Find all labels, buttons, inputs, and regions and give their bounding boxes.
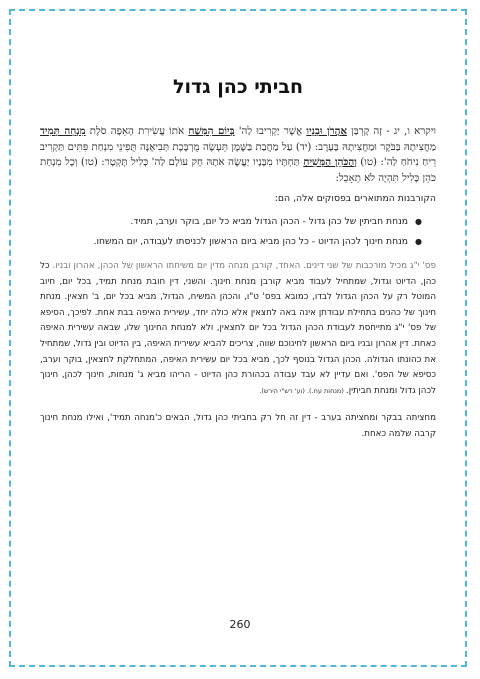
intro-line: הקורבנות המתוארים בפסוקים אלה, הם: <box>274 193 436 204</box>
verse-emphasis: וְהַכֹּהֵן הַמָּשִׁיחַ <box>303 156 357 168</box>
list-item: ● מנחת חביתין של כהן גדול - הכהן הגדול מביא כל יום, בוקר וערב, תמיד. <box>40 214 422 229</box>
verse-segment: אֲשֶׁר יַקְרִיבוּ לַה' <box>234 126 307 137</box>
verse-segment: אֹתוֹ עֲשִׂירִת הָאֵפָה סֹלֶת <box>85 126 189 137</box>
list-item: ● מנחת חינוך לכהן הדיוט - כל כהן מביא ביום הראשון לכניסתו לעבודה, יום המשחו. <box>40 234 422 249</box>
commentary-body: כל כהן, הדיוט וגדול, שמתחיל לעבוד מביא קורבן מנחת חינוך. והשני, דין חובת מנחת תמיד, בכל יום, חיוב המוטל רק על הכהן הגדול לבדו, כמובא בפס' ט"ו, והכהן המשיח, הגדול, מביא בכל יום, ב' חצאין. מנחת חינוך של כהנים בתחילת עבודתן אינה באה לחצאין אלא כולה יחד, עשירית האיפה בבת אחת. לפיכך, הסיפא של פס' י"ג מתייחסת לעבודת הכהן הגדול בכל יום לחצאין, ולא למנחת החינוך שלו, שבאה עשירית האיפה כאחת. דין אהרון ובניו ביום הראשון לחינוכם שווה, צריכים להביא עשירית האיפה, בין הדיוט ובין גדול, שמתחיל את כהונתו הגדולה. הכהן הגדול בנוסף לכך, מביא בכל יום עשירית האיפה, המתחלקת לחצאין, בוקר וערב, כסיפא של הפס'. ואם עדיין לא עבד עבודה בכהורת כהן הדיוט - הריהו מביא ג' מנחות, חינוך לכהן, חינוך לכהן גדול ומנחת חביתין. <box>40 261 436 396</box>
page-content <box>40 76 436 443</box>
closing-paragraph: מחציתה בבקר ומחציתה בערב - דין זה חל רק בחביתי כהן גדול, הבאים כ'מנחה תמיד', ואילו מנחת חינוך קרבה שלמה כאחת. <box>40 413 436 439</box>
page-title: חביתי כהן גדול <box>172 76 304 98</box>
verse-segment: מַחֲצִיתָהּ בַּבֹּקֶר וּמַחֲצִיתָהּ בָּעָרֶב: (יד) עַל מַחֲבַת בַּשֶּׁמֶן תֵּעָשֶׂה מֻרְבֶּכֶת תְּבִיאֶנָּה תֻּפִינֵי מִנְחַת פִּתִּים תַּקְרִיב רֵיחַ נִיחֹחַ לַה': (טו) <box>40 141 436 168</box>
verse-text <box>40 124 436 186</box>
verse-emphasis: בְּיוֹם הִמָּשַׁח <box>188 125 235 137</box>
offerings-list <box>40 214 436 249</box>
page-number: 260 <box>229 618 251 631</box>
source-citation: (מנחות עח.). (וע' רש"י הירש). <box>259 386 346 395</box>
commentary-paragraph <box>40 259 436 399</box>
verse-segment: תַּחְתָּיו מִבָּנָיו יַעֲשֶׂה אֹתָהּ חָק עוֹלָם לַה' כָּלִיל תָּקְטָר: (טז) וְכָל מִנְחַת כֹּהֵן כָּלִיל תִּהְיֶה לֹא תֵאָכֵל: <box>40 157 436 184</box>
verse-emphasis: אַהֲרֹן וּבָנָיו <box>306 125 347 137</box>
verse-emphasis: מִנְחָה תָּמִיד <box>40 125 86 137</box>
verse-reference: ויקרא ו, יג - <box>382 126 437 137</box>
verse-segment: זֶה קָרְבַּן <box>347 126 383 137</box>
commentary-lead: פס' י"ג מכיל מורכבות של שני דינים. האחד, קורבן מנחה מדין יום משיחתו הראשון של הכהן, אהרון ובניו. <box>52 261 436 271</box>
